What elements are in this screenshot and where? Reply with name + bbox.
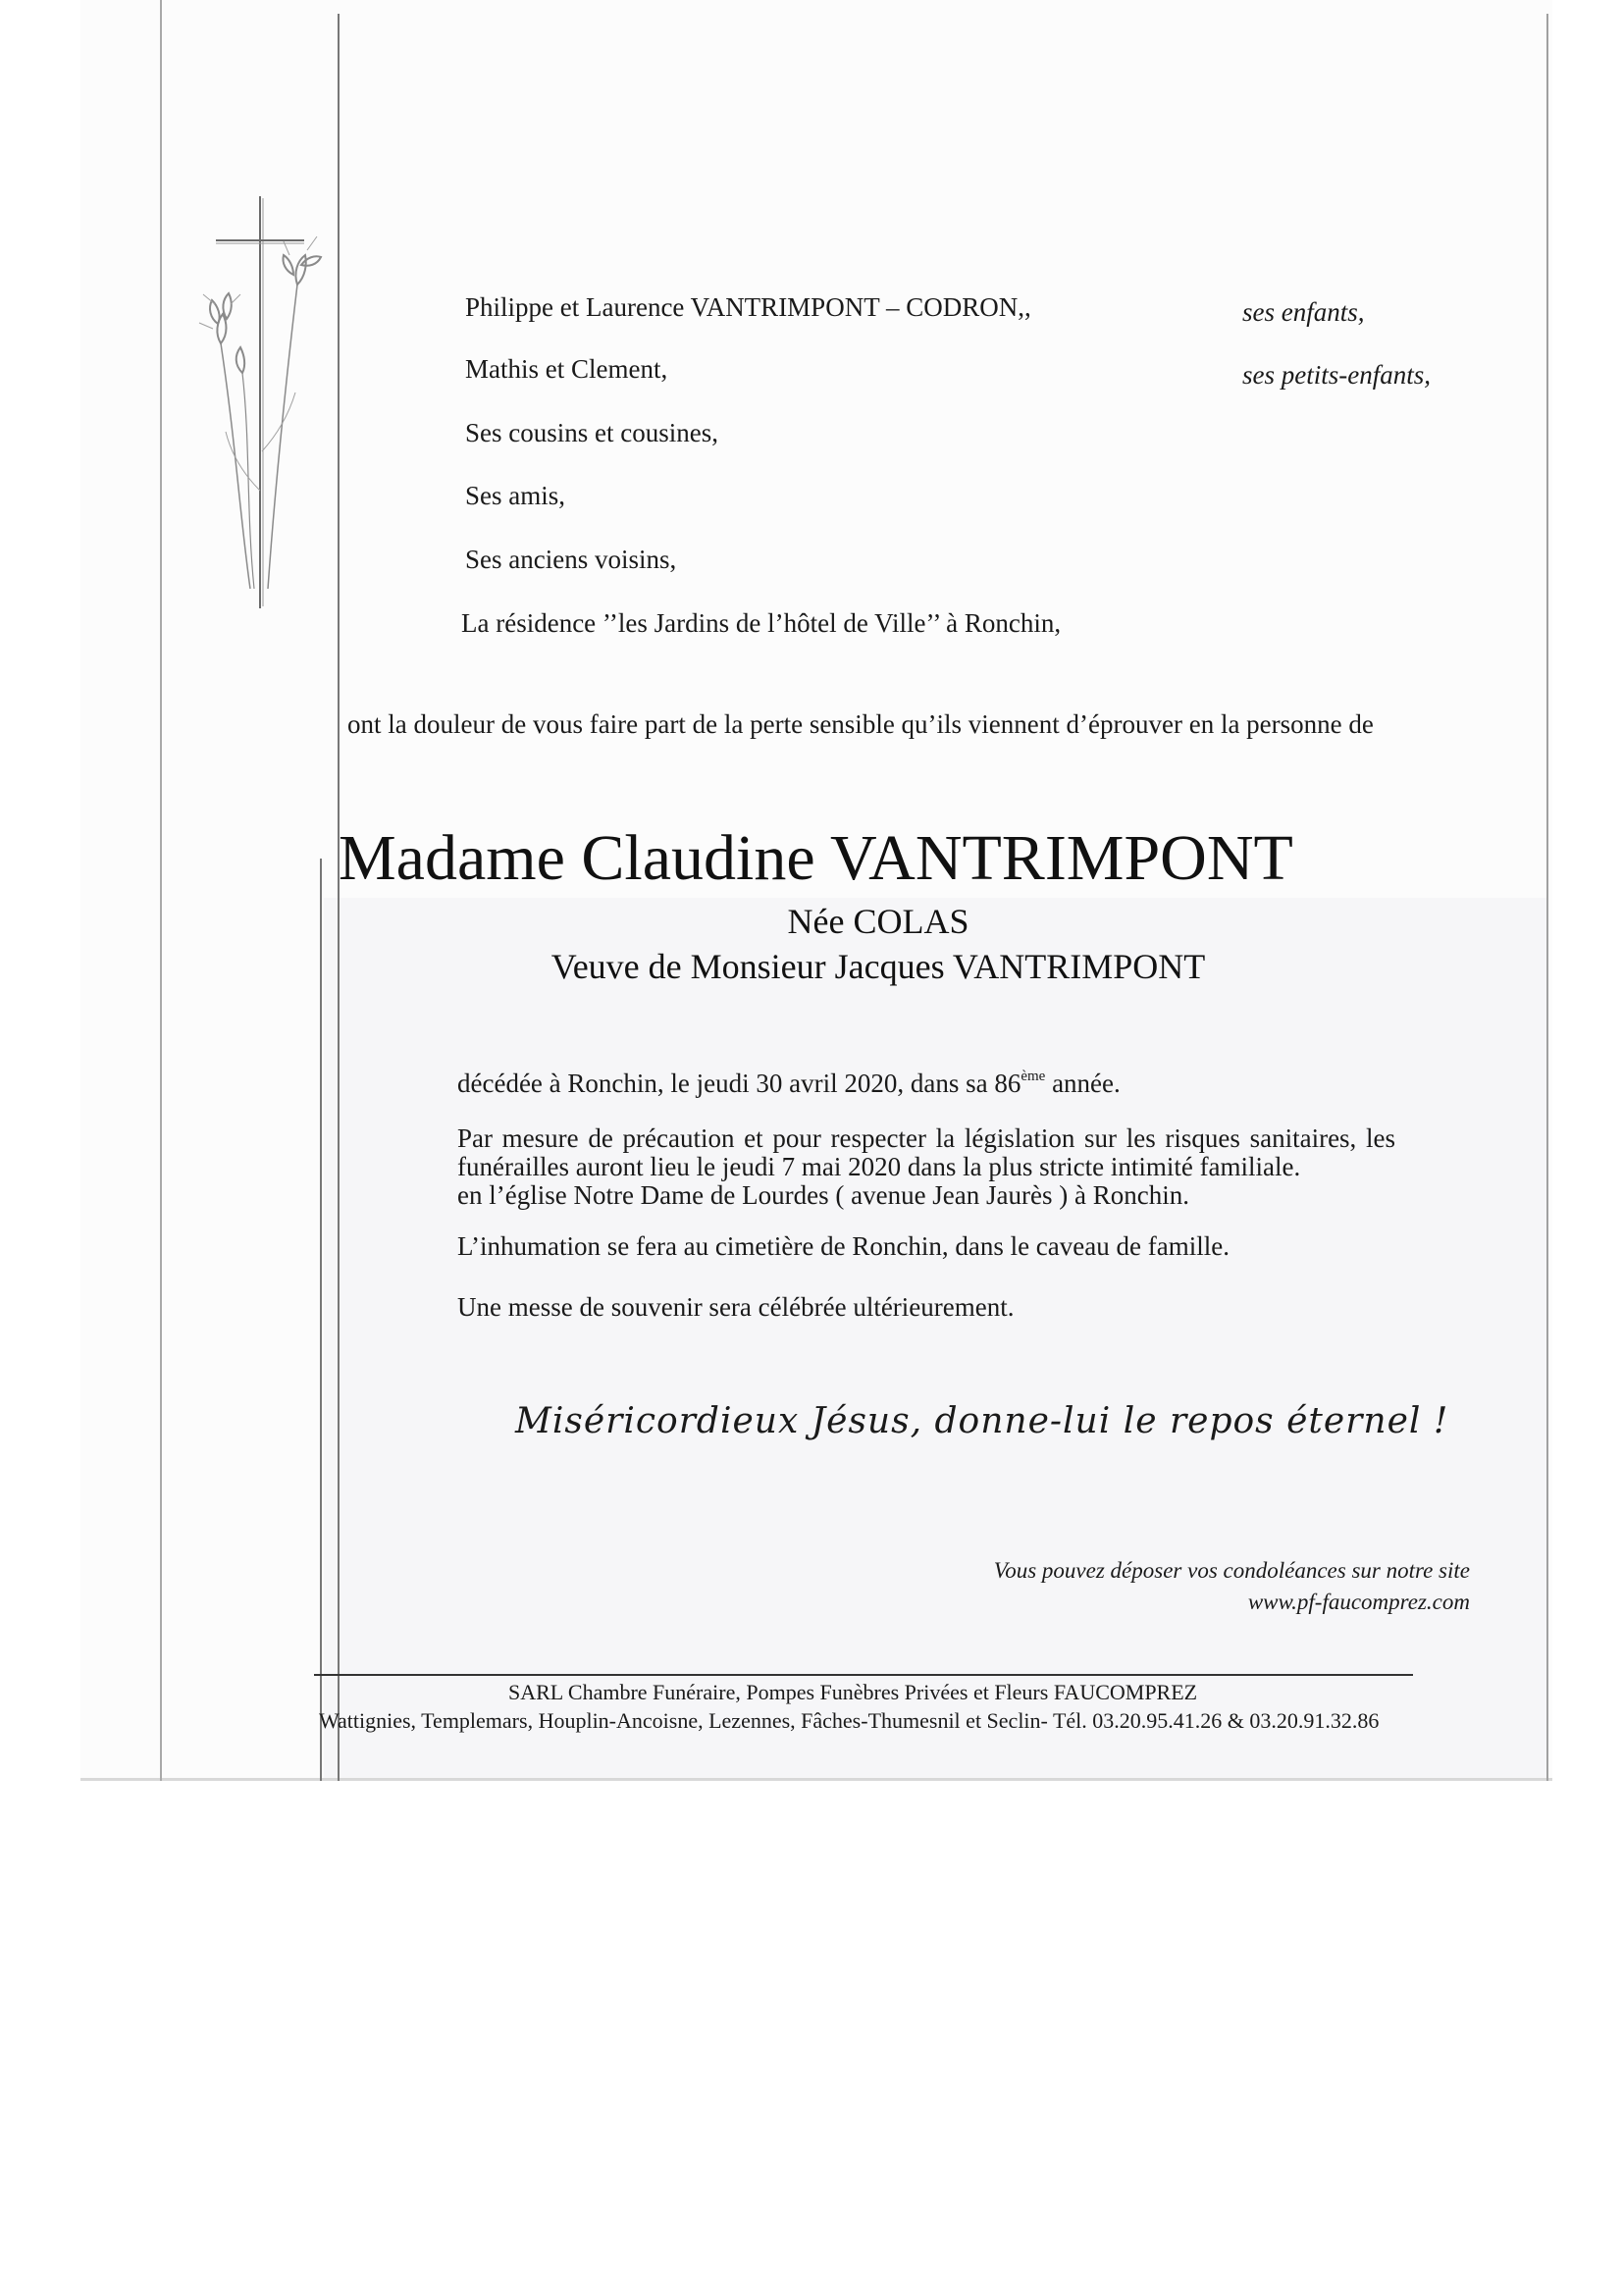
widow-of: Veuve de Monsieur Jacques VANTRIMPONT <box>550 947 1206 986</box>
border-line-right <box>1546 14 1548 1781</box>
funeral-line-3: en l’église Notre Dame de Lourdes ( avenue Jean Jaurès ) à Ronchin. <box>457 1180 1189 1210</box>
maiden-name: Née COLAS <box>787 902 969 941</box>
scan-bottom-edge <box>80 1778 1552 1781</box>
role-grandchildren: ses petits-enfants, <box>1242 360 1431 390</box>
deceased-name: Madame Claudine VANTRIMPONT <box>339 822 1293 894</box>
funeral-line-2: funérailles auront lieu le jeudi 7 mai 2020 dans la plus stricte intimité familiale. <box>457 1152 1301 1181</box>
prayer-text: Miséricordieux Jésus, donne-lui le repos éternel ! <box>515 1401 1449 1441</box>
death-text: décédée à Ronchin, le jeudi 30 avril 2020, dans sa 86 <box>457 1069 1021 1098</box>
mass-text: Une messe de souvenir sera célébrée ultérieurement. <box>457 1292 1015 1322</box>
burial-text: L’inhumation se fera au cimetière de Ronchin, dans le caveau de famille. <box>457 1231 1230 1261</box>
family-line-cousins: Ses cousins et cousines, <box>465 418 718 447</box>
family-line-neighbours: Ses anciens voisins, <box>465 545 677 574</box>
family-line-friends: Ses amis, <box>465 481 566 510</box>
role-children: ses enfants, <box>1242 297 1365 327</box>
family-line-children: Philippe et Laurence VANTRIMPONT – CODRON,, <box>465 292 1031 322</box>
funeral-paragraph <box>457 1124 1439 1210</box>
death-ordinal: ème <box>1021 1069 1046 1084</box>
border-line-left <box>160 0 162 1781</box>
condolences-text: Vous pouvez déposer vos condoléances sur notre site <box>993 1558 1470 1583</box>
border-line-lower <box>320 859 322 1781</box>
mass-paragraph <box>457 1293 1439 1322</box>
footer-company: SARL Chambre Funéraire, Pompes Funèbres Privées et Fleurs FAUCOMPREZ <box>508 1680 1198 1704</box>
scan-lower-tint <box>324 898 1548 1781</box>
death-text-end: année. <box>1045 1069 1121 1098</box>
family-line-grandchildren: Mathis et Clement, <box>465 354 668 384</box>
footer-rule <box>314 1674 1413 1676</box>
burial-paragraph <box>457 1232 1439 1261</box>
death-paragraph <box>457 1070 1439 1098</box>
funeral-line-1: Par mesure de précaution et pour respecter la législation sur les risques sanitaires, les <box>457 1123 1395 1153</box>
footer-locations: Wattignies, Templemars, Houplin-Ancoisne, Lezennes, Fâches-Thumesnil et Seclin- Tél. 03.20.95.41.26 & 03.20.91.32.86 <box>319 1708 1380 1733</box>
cross-with-wheat-icon <box>191 196 329 608</box>
website-link[interactable]: www.pf-faucomprez.com <box>1247 1590 1470 1614</box>
family-line-residence: La résidence ’’les Jardins de l’hôtel de Ville’’ à Ronchin, <box>461 608 1062 638</box>
announcement-intro: ont la douleur de vous faire part de la perte sensible qu’ils viennent d’éprouver en la personne de <box>347 709 1374 739</box>
